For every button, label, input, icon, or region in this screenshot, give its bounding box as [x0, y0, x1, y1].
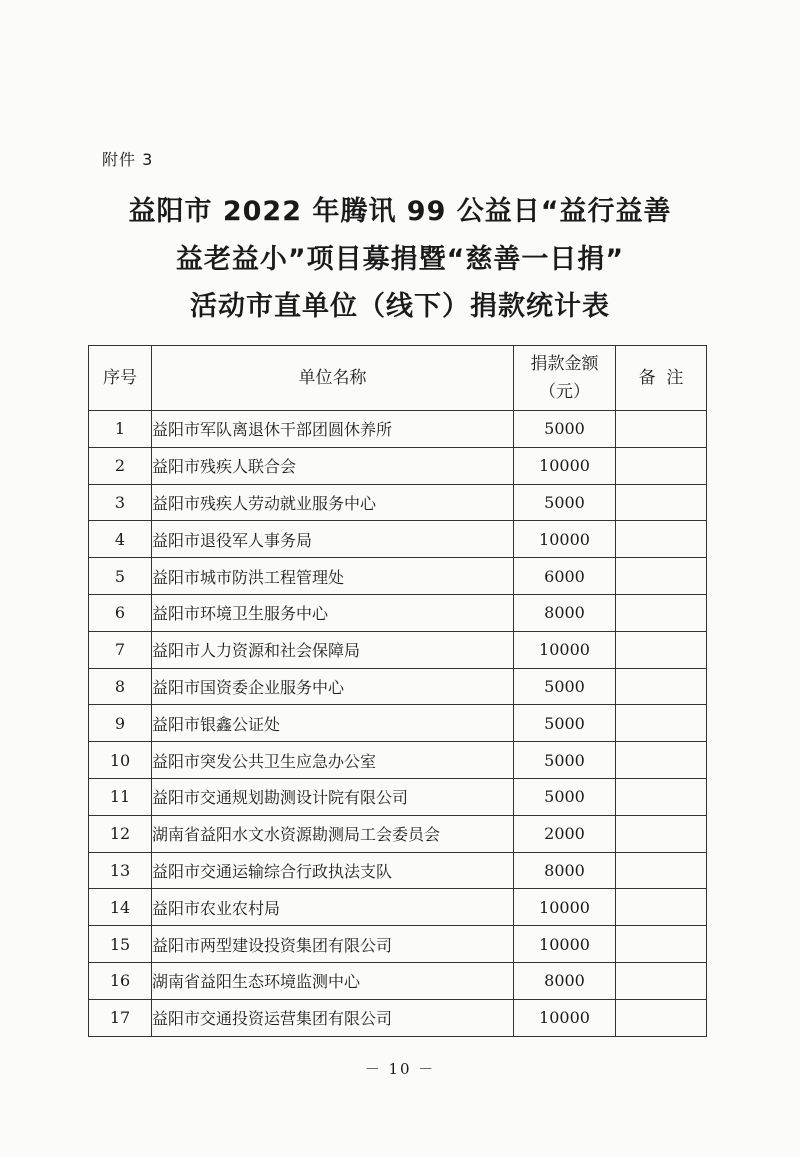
row-note	[616, 889, 707, 926]
table-row	[89, 594, 707, 631]
donation-amount: 5000	[514, 484, 616, 521]
table-header-row	[89, 346, 707, 411]
donation-amount: 8000	[514, 962, 616, 999]
table-row	[89, 815, 707, 852]
row-number: 1	[89, 411, 152, 448]
row-note	[616, 999, 707, 1036]
row-note	[616, 594, 707, 631]
unit-name: 益阳市交通规划勘测设计院有限公司	[152, 778, 514, 815]
row-note	[616, 778, 707, 815]
row-note	[616, 447, 707, 484]
row-number: 2	[89, 447, 152, 484]
donation-amount: 10000	[514, 999, 616, 1036]
table-row	[89, 558, 707, 595]
row-note	[616, 668, 707, 705]
table-row	[89, 999, 707, 1036]
table-row	[89, 705, 707, 742]
donation-amount: 10000	[514, 521, 616, 558]
unit-name: 益阳市残疾人联合会	[152, 447, 514, 484]
row-number: 3	[89, 484, 152, 521]
row-number: 7	[89, 631, 152, 668]
title-line-1: 益阳市 2022 年腾讯 99 公益日“益行益善	[128, 196, 672, 227]
row-note	[616, 631, 707, 668]
unit-name: 益阳市城市防洪工程管理处	[152, 558, 514, 595]
donation-amount: 2000	[514, 815, 616, 852]
unit-name: 湖南省益阳水文水资源勘测局工会委员会	[152, 815, 514, 852]
donation-amount: 10000	[514, 631, 616, 668]
donation-amount: 10000	[514, 889, 616, 926]
table-row	[89, 889, 707, 926]
table-row	[89, 962, 707, 999]
table-row	[89, 631, 707, 668]
row-note	[616, 852, 707, 889]
row-number: 10	[89, 742, 152, 779]
unit-name: 益阳市交通运输综合行政执法支队	[152, 852, 514, 889]
unit-name: 益阳市环境卫生服务中心	[152, 594, 514, 631]
table-body	[89, 411, 707, 1037]
unit-name: 益阳市交通投资运营集团有限公司	[152, 999, 514, 1036]
donation-amount: 5000	[514, 705, 616, 742]
table-row	[89, 852, 707, 889]
header-amount	[514, 346, 616, 411]
donation-amount: 8000	[514, 852, 616, 889]
row-number: 4	[89, 521, 152, 558]
row-note	[616, 521, 707, 558]
unit-name: 益阳市国资委企业服务中心	[152, 668, 514, 705]
unit-name: 益阳市退役军人事务局	[152, 521, 514, 558]
donation-amount: 6000	[514, 558, 616, 595]
table-row	[89, 668, 707, 705]
unit-name: 益阳市军队离退休干部团圆休养所	[152, 411, 514, 448]
header-amount-line2: （元）	[539, 382, 590, 402]
row-note	[616, 815, 707, 852]
title-line-2: 益老益小”项目募捐暨“慈善一日捐”	[175, 244, 625, 275]
row-note	[616, 742, 707, 779]
header-unit: 单位名称	[152, 346, 514, 411]
row-number: 14	[89, 889, 152, 926]
table-row	[89, 926, 707, 963]
donation-amount: 5000	[514, 742, 616, 779]
unit-name: 益阳市农业农村局	[152, 889, 514, 926]
header-note: 备 注	[616, 346, 707, 411]
table-row	[89, 484, 707, 521]
title-line-3: 活动市直单位（线下）捐款统计表	[190, 291, 610, 322]
table-row	[89, 411, 707, 448]
row-number: 13	[89, 852, 152, 889]
unit-name: 益阳市人力资源和社会保障局	[152, 631, 514, 668]
row-note	[616, 926, 707, 963]
row-number: 11	[89, 778, 152, 815]
table-row	[89, 742, 707, 779]
donation-amount: 8000	[514, 594, 616, 631]
table-row	[89, 447, 707, 484]
row-number: 12	[89, 815, 152, 852]
header-no: 序号	[89, 346, 152, 411]
row-note	[616, 558, 707, 595]
row-number: 6	[89, 594, 152, 631]
unit-name: 益阳市突发公共卫生应急办公室	[152, 742, 514, 779]
table-row	[89, 778, 707, 815]
row-number: 5	[89, 558, 152, 595]
donation-table	[88, 345, 707, 1037]
unit-name: 益阳市残疾人劳动就业服务中心	[152, 484, 514, 521]
donation-amount: 10000	[514, 926, 616, 963]
row-note	[616, 705, 707, 742]
row-note	[616, 411, 707, 448]
unit-name: 益阳市银鑫公证处	[152, 705, 514, 742]
row-number: 9	[89, 705, 152, 742]
row-number: 17	[89, 999, 152, 1036]
donation-amount: 10000	[514, 447, 616, 484]
donation-amount: 5000	[514, 668, 616, 705]
donation-amount: 5000	[514, 778, 616, 815]
unit-name: 益阳市两型建设投资集团有限公司	[152, 926, 514, 963]
row-note	[616, 484, 707, 521]
unit-name: 湖南省益阳生态环境监测中心	[152, 962, 514, 999]
row-number: 16	[89, 962, 152, 999]
attachment-label: 附件 3	[102, 150, 154, 169]
row-number: 8	[89, 668, 152, 705]
row-note	[616, 962, 707, 999]
header-amount-line1: 捐款金额	[530, 354, 599, 374]
row-number: 15	[89, 926, 152, 963]
donation-amount: 5000	[514, 411, 616, 448]
table-row	[89, 521, 707, 558]
page-number: － 10 －	[364, 1060, 436, 1078]
